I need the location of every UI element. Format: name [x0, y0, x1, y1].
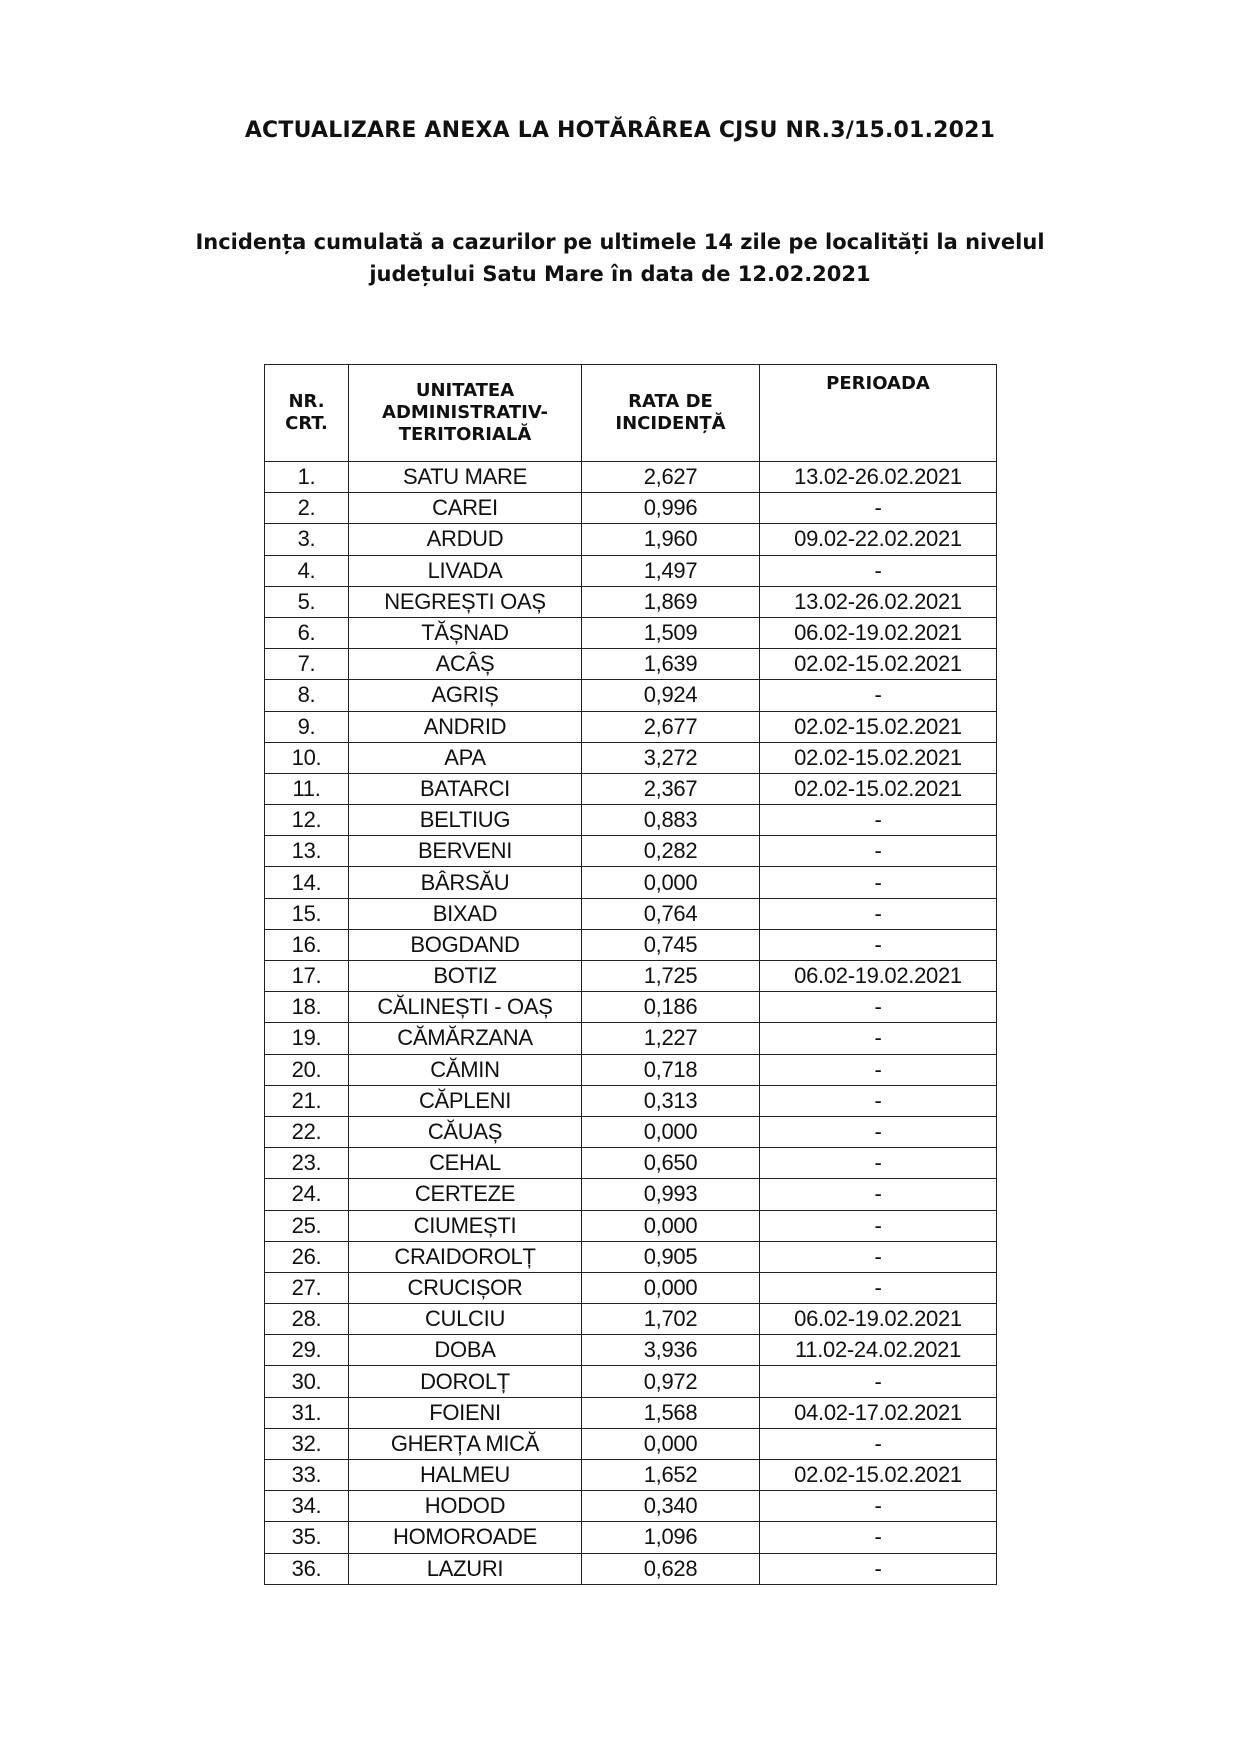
- row-period: 06.02-19.02.2021: [760, 617, 997, 648]
- row-unit-name: ACÂȘ: [349, 649, 582, 680]
- row-period: 06.02-19.02.2021: [760, 961, 997, 992]
- row-number: 12.: [265, 805, 349, 836]
- row-unit-name: HALMEU: [349, 1460, 582, 1491]
- row-number: 5.: [265, 586, 349, 617]
- row-incidence-rate: 0,764: [582, 898, 760, 929]
- row-number: 9.: [265, 711, 349, 742]
- row-period: -: [760, 1241, 997, 1272]
- row-unit-name: SATU MARE: [349, 462, 582, 493]
- table-row: [265, 617, 997, 648]
- table-row: [265, 1335, 997, 1366]
- row-incidence-rate: 0,996: [582, 493, 760, 524]
- row-number: 26.: [265, 1241, 349, 1272]
- row-number: 2.: [265, 493, 349, 524]
- row-number: 15.: [265, 898, 349, 929]
- row-unit-name: ARDUD: [349, 524, 582, 555]
- row-number: 32.: [265, 1428, 349, 1459]
- row-period: -: [760, 680, 997, 711]
- row-incidence-rate: 1,509: [582, 617, 760, 648]
- row-incidence-rate: 0,905: [582, 1241, 760, 1272]
- row-incidence-rate: 1,869: [582, 586, 760, 617]
- row-number: 33.: [265, 1460, 349, 1491]
- row-number: 18.: [265, 992, 349, 1023]
- row-unit-name: NEGREȘTI OAȘ: [349, 586, 582, 617]
- row-period: -: [760, 992, 997, 1023]
- row-number: 8.: [265, 680, 349, 711]
- table-row: [265, 1272, 997, 1303]
- row-period: -: [760, 1116, 997, 1147]
- header-nr-crt: [265, 365, 349, 462]
- subtitle-line-2: județului Satu Mare în data de 12.02.2021: [369, 262, 871, 286]
- row-number: 31.: [265, 1397, 349, 1428]
- table-row: [265, 1304, 997, 1335]
- row-incidence-rate: 2,627: [582, 462, 760, 493]
- row-unit-name: CIUMEȘTI: [349, 1210, 582, 1241]
- row-unit-name: HODOD: [349, 1491, 582, 1522]
- row-incidence-rate: 1,702: [582, 1304, 760, 1335]
- table-row: [265, 1366, 997, 1397]
- row-period: -: [760, 1054, 997, 1085]
- row-number: 20.: [265, 1054, 349, 1085]
- row-incidence-rate: 0,993: [582, 1179, 760, 1210]
- row-unit-name: BÂRSĂU: [349, 867, 582, 898]
- row-unit-name: LIVADA: [349, 555, 582, 586]
- table-row: [265, 1210, 997, 1241]
- row-unit-name: CERTEZE: [349, 1179, 582, 1210]
- row-unit-name: DOBA: [349, 1335, 582, 1366]
- row-period: -: [760, 1148, 997, 1179]
- row-incidence-rate: 1,497: [582, 555, 760, 586]
- header-nr-line1: NR.: [288, 391, 325, 412]
- document-title: ACTUALIZARE ANEXA LA HOTĂRÂREA CJSU NR.3/15.01.2021: [244, 118, 996, 143]
- row-period: 02.02-15.02.2021: [760, 773, 997, 804]
- row-number: 17.: [265, 961, 349, 992]
- table-body: [265, 462, 997, 1585]
- row-unit-name: DOROLȚ: [349, 1366, 582, 1397]
- row-unit-name: CAREI: [349, 493, 582, 524]
- table-row: [265, 1148, 997, 1179]
- table-row: [265, 711, 997, 742]
- table-row: [265, 680, 997, 711]
- row-period: 06.02-19.02.2021: [760, 1304, 997, 1335]
- row-incidence-rate: 0,000: [582, 867, 760, 898]
- row-unit-name: BELTIUG: [349, 805, 582, 836]
- row-number: 25.: [265, 1210, 349, 1241]
- row-incidence-rate: 0,000: [582, 1428, 760, 1459]
- row-unit-name: CRAIDOROLȚ: [349, 1241, 582, 1272]
- row-incidence-rate: 2,367: [582, 773, 760, 804]
- table-row: [265, 555, 997, 586]
- row-number: 27.: [265, 1272, 349, 1303]
- row-unit-name: CĂMIN: [349, 1054, 582, 1085]
- row-incidence-rate: 0,340: [582, 1491, 760, 1522]
- row-incidence-rate: 3,272: [582, 742, 760, 773]
- table-row: [265, 1023, 997, 1054]
- row-number: 28.: [265, 1304, 349, 1335]
- table-row: [265, 961, 997, 992]
- row-period: 02.02-15.02.2021: [760, 742, 997, 773]
- table-row: [265, 836, 997, 867]
- row-number: 14.: [265, 867, 349, 898]
- table-row: [265, 524, 997, 555]
- row-period: -: [760, 1522, 997, 1553]
- row-unit-name: LAZURI: [349, 1553, 582, 1584]
- row-period: -: [760, 1553, 997, 1584]
- row-unit-name: CULCIU: [349, 1304, 582, 1335]
- row-incidence-rate: 0,628: [582, 1553, 760, 1584]
- row-incidence-rate: 0,883: [582, 805, 760, 836]
- row-unit-name: AGRIȘ: [349, 680, 582, 711]
- table-row: [265, 1054, 997, 1085]
- table-header-row: [265, 365, 997, 462]
- row-unit-name: APA: [349, 742, 582, 773]
- row-number: 1.: [265, 462, 349, 493]
- row-incidence-rate: 0,000: [582, 1210, 760, 1241]
- row-incidence-rate: 0,000: [582, 1116, 760, 1147]
- table-row: [265, 1553, 997, 1584]
- row-unit-name: CEHAL: [349, 1148, 582, 1179]
- row-incidence-rate: 1,639: [582, 649, 760, 680]
- row-period: -: [760, 867, 997, 898]
- row-number: 21.: [265, 1085, 349, 1116]
- row-number: 7.: [265, 649, 349, 680]
- table-row: [265, 649, 997, 680]
- table-row: [265, 929, 997, 960]
- row-period: -: [760, 1428, 997, 1459]
- table-row: [265, 462, 997, 493]
- row-period: -: [760, 1085, 997, 1116]
- row-number: 19.: [265, 1023, 349, 1054]
- row-period: -: [760, 493, 997, 524]
- table-row: [265, 1428, 997, 1459]
- row-period: 09.02-22.02.2021: [760, 524, 997, 555]
- row-number: 34.: [265, 1491, 349, 1522]
- row-number: 10.: [265, 742, 349, 773]
- row-incidence-rate: 2,677: [582, 711, 760, 742]
- table-row: [265, 805, 997, 836]
- row-incidence-rate: 1,227: [582, 1023, 760, 1054]
- row-period: 13.02-26.02.2021: [760, 586, 997, 617]
- row-period: -: [760, 1366, 997, 1397]
- row-period: 04.02-17.02.2021: [760, 1397, 997, 1428]
- document-subtitle: [140, 226, 1100, 290]
- row-number: 35.: [265, 1522, 349, 1553]
- header-unit-line3: TERITORIALĂ: [398, 424, 532, 445]
- row-period: -: [760, 898, 997, 929]
- table-row: [265, 1179, 997, 1210]
- header-unit-line2: ADMINISTRATIV-: [382, 402, 548, 423]
- row-unit-name: BATARCI: [349, 773, 582, 804]
- row-incidence-rate: 0,313: [582, 1085, 760, 1116]
- row-period: -: [760, 836, 997, 867]
- row-period: -: [760, 1023, 997, 1054]
- row-incidence-rate: 0,924: [582, 680, 760, 711]
- row-unit-name: CĂPLENI: [349, 1085, 582, 1116]
- table-row: [265, 1241, 997, 1272]
- header-rate-line2: INCIDENȚĂ: [615, 413, 726, 434]
- table-row: [265, 867, 997, 898]
- row-number: 36.: [265, 1553, 349, 1584]
- header-rate-line1: RATA DE: [628, 391, 713, 412]
- row-period: 11.02-24.02.2021: [760, 1335, 997, 1366]
- table-row: [265, 1460, 997, 1491]
- subtitle-line-1: Incidența cumulată a cazurilor pe ultimele 14 zile pe localități la nivelul: [195, 230, 1045, 254]
- row-incidence-rate: 1,096: [582, 1522, 760, 1553]
- row-unit-name: FOIENI: [349, 1397, 582, 1428]
- row-unit-name: BIXAD: [349, 898, 582, 929]
- row-incidence-rate: 0,972: [582, 1366, 760, 1397]
- row-unit-name: ANDRID: [349, 711, 582, 742]
- row-number: 11.: [265, 773, 349, 804]
- row-incidence-rate: 0,282: [582, 836, 760, 867]
- row-number: 23.: [265, 1148, 349, 1179]
- row-number: 24.: [265, 1179, 349, 1210]
- table-row: [265, 493, 997, 524]
- table-row: [265, 773, 997, 804]
- row-unit-name: BERVENI: [349, 836, 582, 867]
- row-incidence-rate: 0,000: [582, 1272, 760, 1303]
- row-period: -: [760, 929, 997, 960]
- row-period: -: [760, 805, 997, 836]
- header-period: PERIOADA: [760, 365, 997, 462]
- row-unit-name: CRUCIȘOR: [349, 1272, 582, 1303]
- row-number: 13.: [265, 836, 349, 867]
- row-period: 02.02-15.02.2021: [760, 1460, 997, 1491]
- row-unit-name: CĂMĂRZANA: [349, 1023, 582, 1054]
- row-unit-name: GHERȚA MICĂ: [349, 1428, 582, 1459]
- row-period: -: [760, 1272, 997, 1303]
- row-unit-name: BOTIZ: [349, 961, 582, 992]
- table-row: [265, 742, 997, 773]
- table-row: [265, 1491, 997, 1522]
- header-unit: [349, 365, 582, 462]
- table-row: [265, 1522, 997, 1553]
- row-period: 13.02-26.02.2021: [760, 462, 997, 493]
- row-period: 02.02-15.02.2021: [760, 711, 997, 742]
- row-period: -: [760, 555, 997, 586]
- incidence-table: [264, 364, 997, 1585]
- row-number: 16.: [265, 929, 349, 960]
- row-incidence-rate: 1,960: [582, 524, 760, 555]
- table-row: [265, 586, 997, 617]
- row-number: 29.: [265, 1335, 349, 1366]
- table-row: [265, 1116, 997, 1147]
- header-rate: [582, 365, 760, 462]
- row-incidence-rate: 1,652: [582, 1460, 760, 1491]
- row-incidence-rate: 0,186: [582, 992, 760, 1023]
- row-incidence-rate: 0,650: [582, 1148, 760, 1179]
- row-number: 22.: [265, 1116, 349, 1147]
- row-period: -: [760, 1210, 997, 1241]
- header-unit-line1: UNITATEA: [415, 380, 515, 401]
- row-number: 4.: [265, 555, 349, 586]
- row-unit-name: CĂLINEȘTI - OAȘ: [349, 992, 582, 1023]
- header-nr-line2: CRT.: [285, 413, 328, 434]
- row-number: 30.: [265, 1366, 349, 1397]
- row-period: -: [760, 1491, 997, 1522]
- row-unit-name: TĂȘNAD: [349, 617, 582, 648]
- table-row: [265, 1397, 997, 1428]
- row-period: 02.02-15.02.2021: [760, 649, 997, 680]
- table-row: [265, 992, 997, 1023]
- row-number: 3.: [265, 524, 349, 555]
- row-incidence-rate: 1,568: [582, 1397, 760, 1428]
- table-row: [265, 898, 997, 929]
- row-unit-name: CĂUAȘ: [349, 1116, 582, 1147]
- row-period: -: [760, 1179, 997, 1210]
- table-row: [265, 1085, 997, 1116]
- row-incidence-rate: 0,745: [582, 929, 760, 960]
- row-unit-name: HOMOROADE: [349, 1522, 582, 1553]
- row-incidence-rate: 3,936: [582, 1335, 760, 1366]
- row-number: 6.: [265, 617, 349, 648]
- row-incidence-rate: 1,725: [582, 961, 760, 992]
- row-unit-name: BOGDAND: [349, 929, 582, 960]
- row-incidence-rate: 0,718: [582, 1054, 760, 1085]
